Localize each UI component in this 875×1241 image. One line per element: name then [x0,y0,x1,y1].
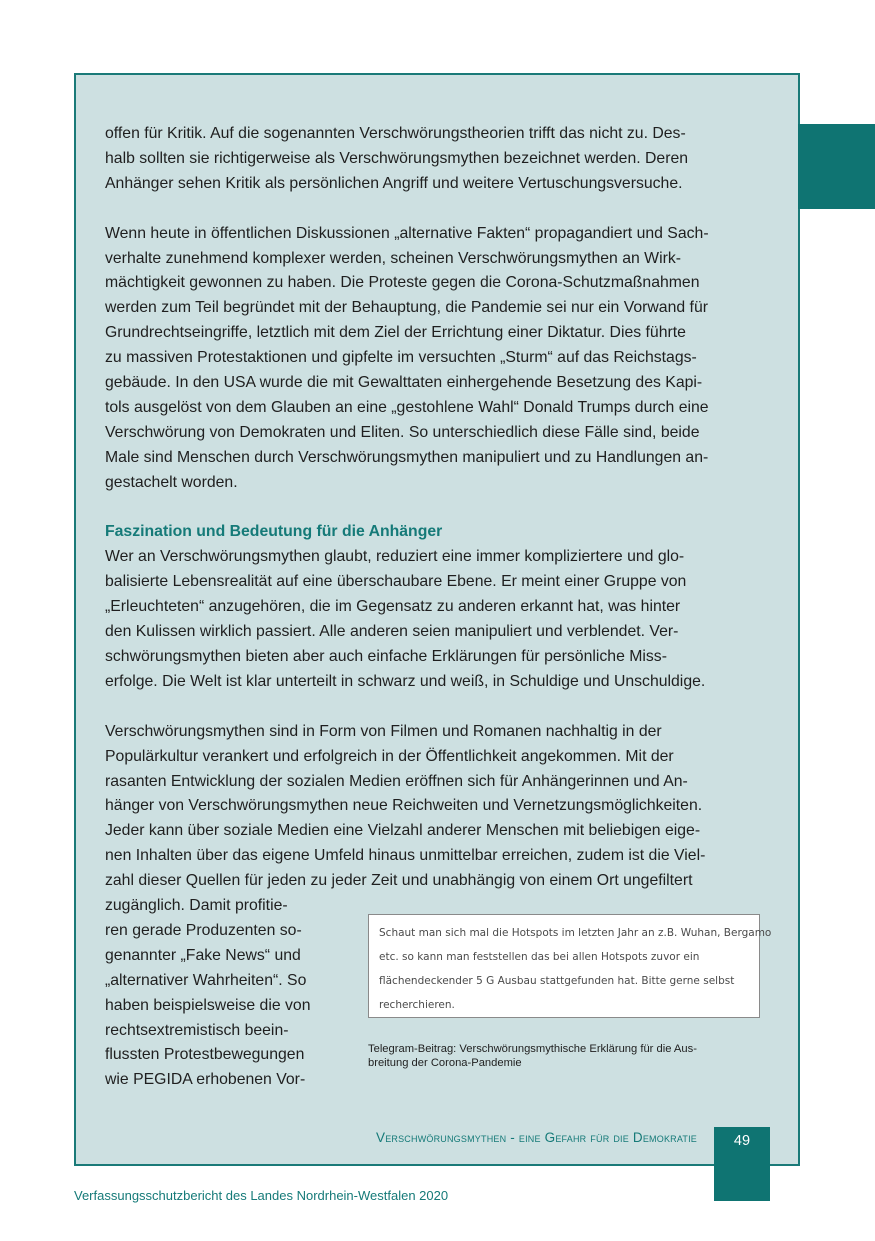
text-line: verhalte zunehmend komplexer werden, scheinen Verschwörungsmythen an Wirk- [105,249,681,267]
text-line: Wer an Verschwörungsmythen glaubt, reduziert eine immer kompliziertere und glo- [105,548,685,566]
text-line: rasanten Entwicklung der sozialen Medien eröffnen sich für Anhängerinnen und An- [105,772,688,790]
section-heading: Faszination und Bedeutung für die Anhänger [105,523,443,541]
text-line: schwörungsmythen bieten aber auch einfache Erklärungen für persönliche Miss- [105,648,667,665]
text-line: Verschwörungsmythen sind in Form von Filmen und Romanen nachhaltig in der [105,722,662,740]
quote-line: flächendeckender 5 G Ausbau stattgefunden hat. Bitte gerne selbst [379,975,735,987]
text-line: wie PEGIDA erhobenen Vor- [105,1071,306,1089]
quote-line: Schaut man sich mal die Hotspots im letzten Jahr an z.B. Wuhan, Bergamo [379,927,772,939]
text-line: balisierte Lebensrealität auf eine überschaubare Ebene. Er meint einer Gruppe von [105,573,687,591]
figure-caption [368,1043,768,1070]
running-title: Verschwörungsmythen - eine Gefahr für die Demokratie [375,1130,697,1145]
text-line: zugänglich. Damit profitie- [105,897,288,915]
text-line: offen für Kritik. Auf die sogenannten Verschwörungstheorien trifft das nicht zu. Des- [105,125,686,142]
text-line: Male sind Menschen durch Verschwörungsmythen manipuliert und zu Handlungen an- [105,448,709,466]
text-line: flussten Protestbewegungen [105,1046,305,1064]
quote-line: recherchieren. [379,999,455,1011]
telegram-post-screenshot [368,914,772,1018]
chapter-tab-marker [798,124,875,209]
text-line: mächtigkeit gewonnen zu haben. Die Proteste gegen die Corona-Schutzmaßnahmen [105,274,700,292]
page-number-box [714,1127,770,1201]
text-line: halb sollten sie richtigerweise als Verschwörungsmythen bezeichnet werden. Deren [105,149,689,167]
text-line: ren gerade Produzenten so- [105,921,302,939]
caption-line: breitung der Corona-Pandemie [368,1056,522,1069]
text-line: Verschwörung von Demokraten und Eliten. So unterschiedlich diese Fälle sind, beide [105,423,700,441]
document-footer: Verfassungsschutzbericht des Landes Nordrhein-Westfalen 2020 [74,1188,449,1203]
text-line: werden zum Teil begründet mit der Behauptung, die Pandemie sei nur ein Vorwand für [105,299,708,317]
text-line: zahl dieser Quellen für jeden zu jeder Zeit und unabhängig von einem Ort ungefiltert [105,872,693,890]
quote-line: etc. so kann man feststellen das bei allen Hotspots zuvor ein [379,951,700,963]
text-line: rechtsextremistisch beein- [105,1021,289,1039]
paragraph-fascination [105,545,770,694]
paragraph-alternative-facts [105,222,770,496]
text-line: den Kulissen wirklich passiert. Alle anderen seien manipuliert und verblendet. Ver- [105,623,679,641]
text-line: nen Inhalten über das eigene Umfeld hinaus unmittelbar erreichen, zudem ist die Viel- [105,847,706,865]
text-line: „Erleuchteten“ anzugehören, die im Gegensatz zu anderen erkannt hat, was hinter [105,598,681,616]
text-line: tols ausgelöst von dem Glauben an eine „gestohlene Wahl“ Donald Trumps durch eine [105,398,709,416]
text-line: Populärkultur verankert und erfolgreich in der Öffentlichkeit angekommen. Mit der [105,747,674,765]
text-line: zu massiven Protestaktionen und gipfelte im versuchten „Sturm“ auf das Reichstags- [105,349,697,367]
text-line: hänger von Verschwörungsmythen neue Reichweiten und Vernetzungsmöglichkeiten. [105,797,703,815]
caption-line: Telegram-Beitrag: Verschwörungsmythische Erklärung für die Aus- [368,1043,697,1055]
text-line: haben beispielsweise die von [105,996,311,1014]
text-line: Anhänger sehen Kritik als persönlichen Angriff und weitere Vertuschungsversuche. [105,174,683,192]
text-line: gebäude. In den USA wurde die mit Gewalttaten einhergehende Besetzung des Kapi- [105,374,703,392]
text-line: Wenn heute in öffentlichen Diskussionen „alternative Fakten“ propagandiert und Sach- [105,224,709,242]
text-line: Grundrechtseingriffe, letztlich mit dem Ziel der Errichtung einer Diktatur. Dies führte [105,324,686,342]
paragraph-pop-culture [105,720,770,894]
text-line: gestachelt worden. [105,473,238,491]
page-number: 49 [733,1133,751,1149]
paragraph-intro [105,122,770,197]
narrow-text-column [105,894,345,1093]
text-line: Jeder kann über soziale Medien eine Vielzahl anderer Menschen mit beliebigen eige- [105,822,701,840]
text-line: „alternativer Wahrheiten“. So [105,971,307,989]
text-line: erfolge. Die Welt ist klar unterteilt in schwarz und weiß, in Schuldige und Unschuldige. [105,672,706,690]
text-line: genannter „Fake News“ und [105,946,301,964]
